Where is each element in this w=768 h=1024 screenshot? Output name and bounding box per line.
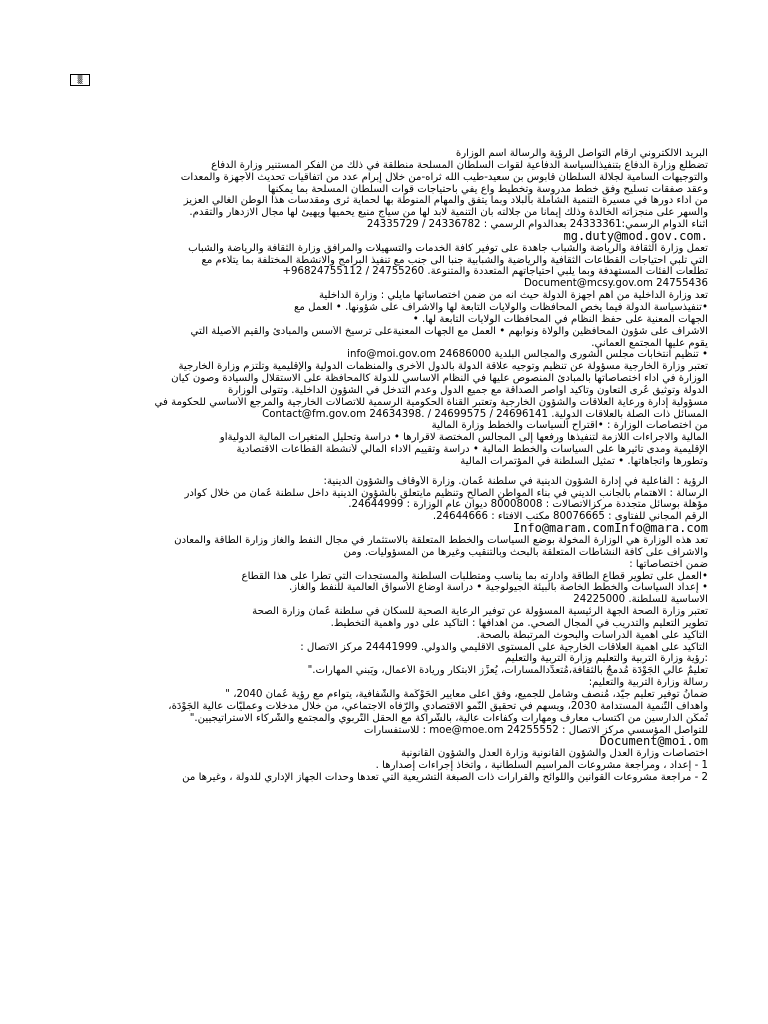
text-line: من أداء دورها في مسيرة التنمية الشاملة بالبلاد وبما يتفق والمهام المنوطة بها لحماية ثرى ومقدسات هذا الوطن الغالي العزيز [183,195,708,207]
text-line: رسالة وزارة التربية والتعليم: [588,677,708,689]
text-line: أثناء الدوام الرسمي:24333361 بعدالدوام الرسمي : 24336782 / 24335729 [366,219,708,231]
text-line: تطلعات الفئات المستهدفة وبما يلبي احتياجاتهم المتعددة والمتنوعة. 24755260 / 96824755112+ [282,266,708,278]
text-line: تعتبر وزارة الصحة الجهة الرئيسية المسؤولة عن توفير الرعاية الصحية للسكان في سلطنة عُمان وزارة الصحة [252,606,708,618]
text-line: الدولة وتوثيق عُرى التعاون وتأكيد أواصر الصداقة مع جميع الدول وعدم التدخل في الشؤون الداخلية. وتتولى الوزارة [227,384,708,396]
text-line: الاشراف على شؤون المحافظين والولاة ونوابهم • العمل مع الجهات المعنيةعلى ترسيخ الأسس والمبادئ والقيم الأصيلة التي [190,325,708,337]
text-line: البريد الالكتروني أرقام التواصل الرؤية والرسالة اسم الوزارة [455,148,708,159]
contact-line: • تنظيم انتخابات مجلس الشورى والمجالس البلدية 24686000 info@moi.gov.om [347,349,708,361]
text-line: مسؤولية إدارة ورعاية العلاقات والشؤون الخارجية وتعتبر القناة الحكومية الرسمية للاتصالات الخارجية والمرجع الأساسي للحكومة في [154,396,708,408]
contact-line: الاساسية للسلطنة. 24225000 [573,594,708,606]
text-line: • إعداد السياسات والخطط الخاصة بالبيئة الجيولوجية • دراسة أوضاع الأسواق العالمية للنفط والغاز. [288,582,708,594]
text-line: تعتبر وزارة الخارجية مسؤولة عن تنظيم وتوجيه علاقة الدولة بالدول الأخرى والمنظمات الدولية والإقليمية وتلتزم وزارة الخارجية [178,361,708,373]
text-line: ضمانُ توفير تعليم جيّد، مُنصف وشامل للجميع، وفق أعلى معايير الحَوْكَمة والشّفافية، يتواءم مع رؤية عُمان 2040، " [225,688,708,700]
email-link[interactable]: mg.duty@mod.gov.com. [563,230,708,243]
text-line: من اختصاصات الوزارة : •اقتراح السياسات والخطط وزارة المالية [431,420,708,432]
text-line: •تنفيذسياسة الدولة فيما يخص المحافظات والولايات التابعة لها والاشراف على شؤونها. • العمل مع [294,301,708,313]
text-line: تعد وزارة الداخلية من أهم أجهزة الدولة حيث انه من ضمن اختصاساتها مايلي : وزارة الداخلية [318,290,708,302]
text-line: 2 - مراجعة مشروعات القوانين واللوائح والقرارات ذات الصبغة التشريعية التي تعدها وحدات الجهاز الإداري للدولة ، وغيرها من [182,771,708,783]
text-line: تعد هذه الوزارة هي الوزارة المخولة بوضع السياسات والخطط المتعلقة بالاستثمار في مجال النفط والغاز وزارة الطاقة والمعادن [174,535,708,546]
text-line: وتطورها واتجاهاتها. • تمثيل السلطنة في المؤتمرات المالية [460,455,708,467]
logo-icon: ▒ [70,74,90,86]
text-line: ضمن اختصاصاتها : [629,558,708,570]
text-line: التأكيد على أهمية الدراسات والبحوث المرتبطة بالصحة. [476,629,708,641]
text-line: المالية والاجراءات اللازمة لتنفيذها ورفعها إلى المجالس المختصة لاقرارها • دراسة وتحليل المتغيرات المالية الدوليةأو [219,432,708,444]
text-line: تضطلع وزارة الدفاع بتنفيذالسياسة الدفاعية لقوات السلطان المسلحة منطلقة في ذلك من الفكر المستنير وزارة الدفاع [211,159,708,171]
text-line: وأهداف التّنمية المستدامة 2030، ويسهم في تحقيق النُّمو الاقتصادي والرّفاه الاجتماعي، من خلال مدخلات وعمليّات عالية الجَوْدَة، [168,700,708,712]
text-line: الرسالة : الاهتمام بالجانب الديني في بناء المواطن الصالح وتنظيم مايتعلق بالشؤون الدينية داخل سلطنة عُمان من خلال كوادر [184,487,708,499]
text-line: الرؤية : الفاعلية في إدارة الشؤون الدينية في سلطنة عُمان. وزارة الأوقاف والشؤون الدينية: [323,475,708,487]
document-body [62,148,708,784]
contact-line: التأكيد على أهمية العلاقات الخارجية على المستوى الاقليمي والدولي. 24441999 مركز الاتصال : [300,641,708,653]
text-line: والاشراف على كافة النشاطات المتعلقة بالبحث وبالتنقيب وغيرها من المسؤوليات. ومن [343,546,708,558]
text-line: تعليمٌ عالي الجَوْدَة مُدمجٌ بالثقافة،مُتعدِّدالمسارات، يُعزِّز الابتكار وريادة الأعمال، ويَبني المهارات." [307,665,708,677]
blank-line [62,468,708,476]
email-link[interactable]: Document@moi.om [599,736,708,749]
text-line: تُمكّن الدارسين من اكتساب معارف ومهارات وكفاءات عالية، بالشّراكة مع الحقل التّربوي والمجتمع والشُّركاء الاستراتيجيين." [189,712,708,724]
email-link[interactable]: Info@maram.comInfo@mara.com [512,523,708,535]
text-line: التي تلبي احتياجات القطاعات الثقافية والرياضية والشبابية جنباً الى جنب مع تنفيذ البرامج والانشطة المختلفة بما يتلاءم مع [201,254,708,266]
text-line: تطوير التعليم والتدريب في المجال الصحي. من اهدافها : التأكيد على دور وأهمية التخطيط. [330,617,708,629]
contact-line: المسائل ذات الصلة بالعلاقات الدولية. 24696141 / 24699575 / .24634398 Contact@fm.gov.om [262,408,708,420]
text-line: والسهر على منجزاته الخالدة وذلك إيماناً من جلالته بأن التنمية لابد لها من سياج منيع يحميها ويهيئ لها مجال الازدهار والتقدم. [189,207,708,219]
contact-line: مؤهلة بوسائل متجددة مركزالاتصالات : 80008008 ديوان عام الوزارة : 24644999. [348,499,708,511]
text-line: تعمل وزارة الثقافة والرياضة والشباب جاهدة على توفير كافة الخدمات والتسهيلات والمرافق وزارة الثقافة والرياضة والشباب [188,242,708,254]
text-line: الإقليمية ومدى تأثيرها على السياسات والخطط المالية • دراسة وتقييم الاداء المالي لأنشطة القطاعات الاقتصادية [236,444,708,456]
contact-line: للتواصل المؤسسي مركز الاتصال : 24255552 moe@moe.om : للاستفسارات [363,724,708,736]
text-line: الوزارة في أداء اختصاصاتها بالمبادئ المنصوص عليها في النظام الاساسي للدولة كالمحافظة على الاستقلال والسيادة وصون كيان [171,373,708,385]
text-line: الجهات المعنية على حفظ النظام في المحافظات الولايات التابعة لها. • [412,313,708,325]
text-line: والتوجيهات السامية لجلالة السلطان قابوس بن سعيد-طيب الله ثراه-من خلال إبرام عدد من اتفاقيات تحديث الأجهزة والمعدات [180,171,708,183]
text-line: وعقد صفقات تسليح وفق خطط مدروسة وتخطيط واع يفي باحتياجات قوات السلطان المسلحة بما يمكنها [267,183,708,195]
contact-line: الرقم المجاني للفتاوى : 80076665 مكتب الافتاء : 24644666. [432,511,708,523]
text-line: :رؤية وزارة التربية والتعليم وزارة التربية والتعليم [505,653,708,665]
contact-line: 24755436 Document@mcsy.gov.om [523,278,708,290]
text-line: 1 - إعداد ، ومراجعة مشروعات المراسيم السلطانية ، واتخاذ إجراءات إصدارها . [375,760,708,772]
text-line: اختصاصات وزارة العدل والشؤون القانونية وزارة العدل والشؤون القانونية [401,748,708,760]
text-line: •العمل على تطوير قطاع الطاقة وادارته بما يناسب ومتطلبات السلطنة والمستجدات التي تطرأ على هذا القطاع [241,570,708,582]
text-line: يقوم عليها المجتمع العماني. [591,337,708,349]
